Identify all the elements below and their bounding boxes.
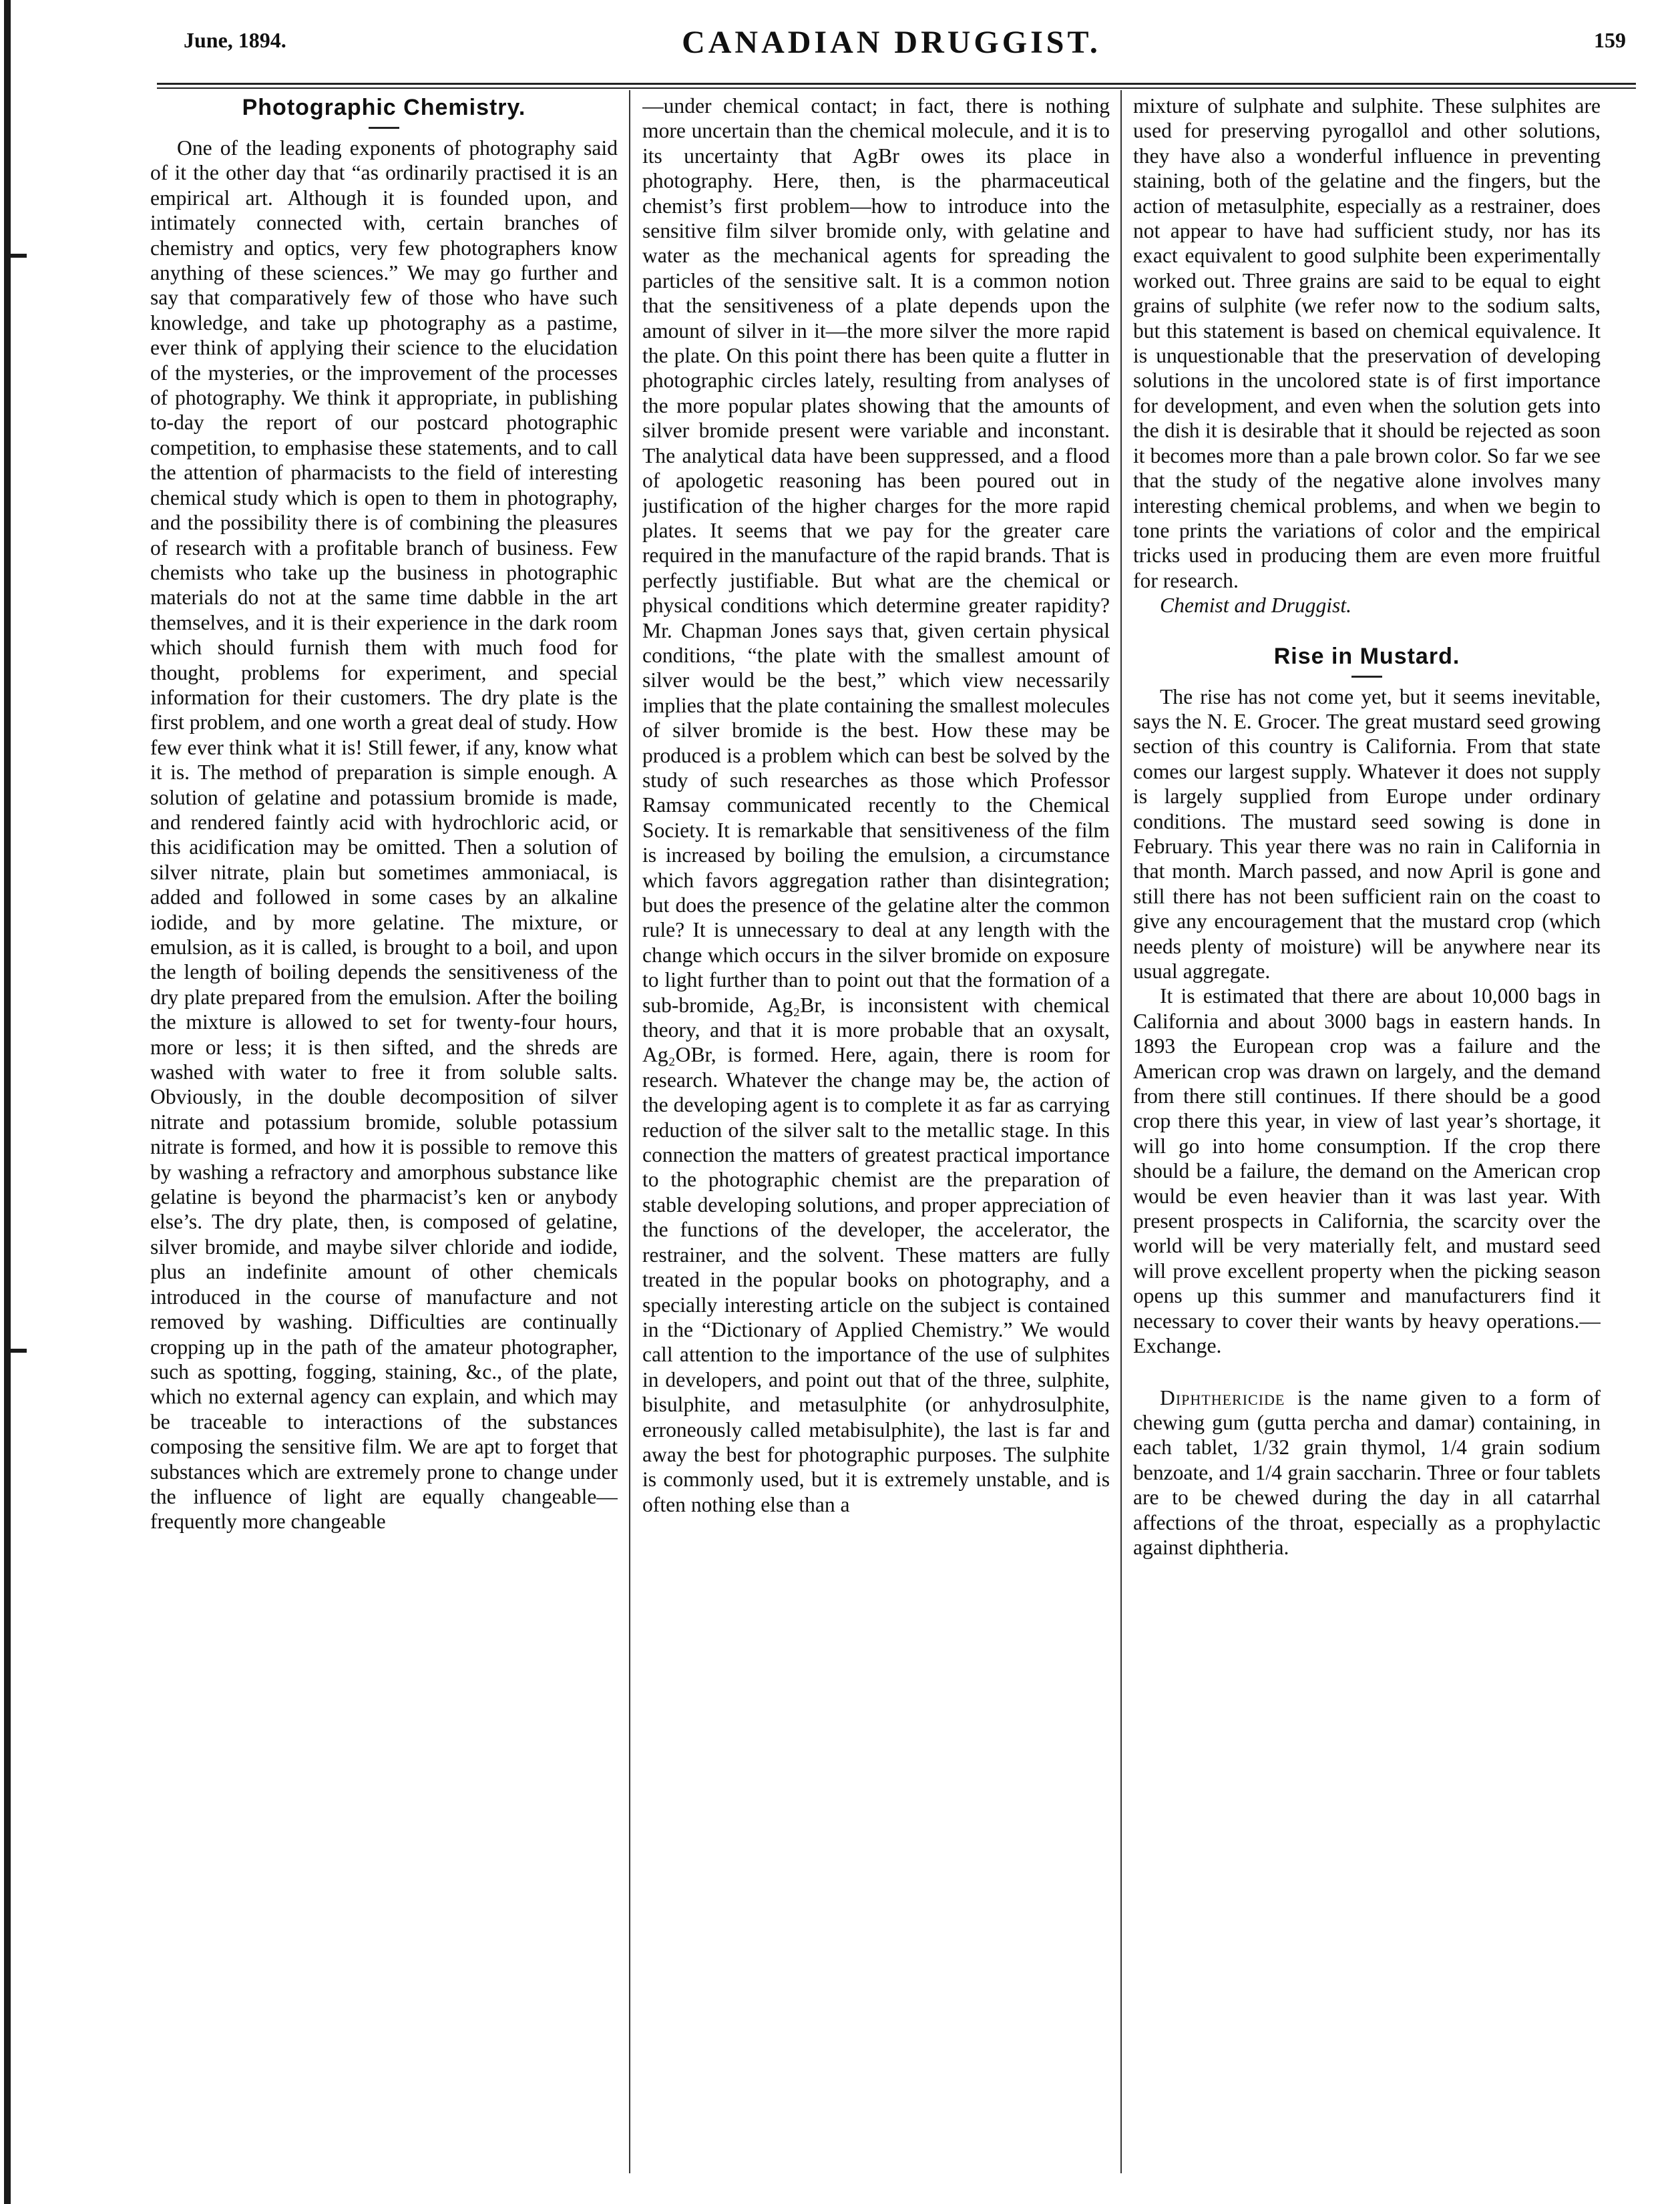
- article-body: —under chemical contact; in fact, there is nothing more uncertain than the chemical molecule, and it is to its uncertainty that AgBr owes its place in photography. Here, then, is the pharmaceutical chemist’s first problem—how to introduce into the sensitive film silver bromide only, with gelatine and water as the mechanical agents for spreading the particles of the sensitive salt. It is a common notion that the sensitiveness of a plate depends upon the amount of silver in it—the more silver the more rapid the plate. On this point there has been quite a flutter in photographic circles lately, resulting from analyses of the more popular plates showing that the amounts of silver bromide present were variable and inconstant. The analytical data have been suppressed, and a flood of apologetic reasoning has been poured out in justification of the higher charges for the more rapid plates. It seems that we pay for the greater care required in the manufacture of the rapid brands. That is perfectly justifiable. But what are the chemical or physical conditions which determine greater rapidity? Mr. Chapman Jones says that, given certain physical conditions, “the plate with the smallest amount of silver would be the best,” which view necessarily implies that the plate containing the smallest molecules of silver bromide is the best. How these may be produced is a problem which can best be solved by the study of such researches as those which Professor Ramsay communicated recently to the Chemical Society. It is remarkable that sensitiveness of the film is increased by boiling the emulsion, a circumstance which favors aggregation rather than disintegration; but does the presence of the gelatine alter the common rule? It is unnecessary to deal at any length with the change which occurs in the silver bromide on exposure to light further than to point out that the formation of a sub-bromide, Ag₂Br, is inconsistent with chemical theory, and that it is more probable that an oxysalt, Ag₂OBr, is formed. Here, again, there is room for research. Whatever the change may be, the action of the developing agent is to complete it as far as carrying reduction of the silver salt to the metallic stage. In this connection the matters of greatest practical importance to the photographic chemist are the preparation of stable developing solutions, and proper appreciation of the functions of the developer, the accelerator, the restrainer, and the solvent. These matters are fully treated in the popular books on photography, and a specially interesting article on the subject is contained in the “Dictionary of Applied Chemistry.” We would call attention to the importance of the use of sulphites in developers, and point out that of the three, sulphite, bisulphite, and metasulphite (or anhydrosulphite, erroneously called metabisulphite), the last is far and away the best for photographic purposes. The sulphite is commonly used, but it is extremely unstable, and is often nothing else than a: [642, 94, 1110, 1516]
- title-dash: [369, 127, 399, 129]
- column-2: [642, 93, 1110, 2177]
- column-divider: [1120, 90, 1122, 2173]
- article-body: One of the leading exponents of photography said of it the other day that “as ordinarily practised it is an empirical art. Although it is founded upon, and intimately connected with, certain branches of chemistry and optics, very few photographers know anything of these sciences.” We may go further and say that comparatively few of those who have such knowledge, and take up photography as a pastime, ever think of applying their science to the elucidation of the mysteries, or the improvement of the processes of photography. We think it appropriate, in publishing to-day the report of our postcard photographic competition, to emphasise these statements, and to call the attention of pharmacists to the field of interesting chemical study which is open to them in photography, and the possibility there is of combining the pleasures of research with a profitable branch of business. Few chemists who take up the business in photographic materials do not at the same time dabble in the art themselves, and it is their experience in the dark room which should furnish them with much food for thought, problems for experiment, and special information for their customers. The dry plate is the first problem, and one worth a great deal of study. How few ever think what it is! Still fewer, if any, know what it is. The method of preparation is simple enough. A solution of gelatine and potassium bromide is made, and rendered faintly acid with hydrochloric acid, or this acidification may be omitted. Then a solution of silver nitrate, plain but sometimes ammoniacal, is added and followed in some cases by an alkaline iodide, and by more gelatine. The mixture, or emulsion, as it is called, is brought to a boil, and upon the length of boiling depends the sensitiveness of the dry plate prepared from the emulsion. After the boiling the mixture is allowed to set for twenty-four hours, more or less; it is then sifted, and the shreds are washed with water to free it from soluble salts. Obviously, in the double decomposition of silver nitrate and potassium bromide, soluble potassium nitrate is formed, and how it is possible to remove this by washing a refractory and amorphous substance like gelatine is beyond the pharmacist’s ken or anybody else’s. The dry plate, then, is composed of gelatine, silver bromide, and maybe silver chloride and iodide, plus an indefinite amount of other chemicals introduced in the course of manufacture and not removed by washing. Difficulties are continually cropping up in the path of the amateur photographer, such as spotting, fogging, staining, &c., of the plate, which no external agency can explain, and which may be traceable to interactions of the substances composing the sensitive film. We are apt to forget that substances which are extremely prone to change under the influence of light are equally changeable—frequently more changeable: [150, 136, 618, 1534]
- article-title-rise-in-mustard: Rise in Mustard.: [1273, 643, 1460, 669]
- column-1: [150, 93, 618, 2177]
- page-number: 159: [1594, 28, 1626, 52]
- binding-mark: [8, 1349, 27, 1353]
- article-paragraph: The rise has not come yet, but it seems inevitable, says the N. E. Grocer. The great mustard seed growing section of this country is California. From that state comes our largest supply. Whatever it does not supply is largely supplied from Europe under ordinary conditions. The mustard seed sowing is done in February. This year there was no rain in California in that month. March passed, and now April is gone and still there has not been sufficient rain on the coast to give any encouragement that the mustard crop (which needs plenty of moisture) will be anywhere near its usual aggregate.: [1133, 684, 1601, 983]
- title-dash: [1351, 676, 1382, 678]
- journal-title: CANADIAN DRUGGIST.: [682, 25, 1101, 60]
- column-divider: [629, 90, 630, 2173]
- article-body: mixture of sulphate and sulphite. These sulphites are used for preserving pyrogallol and other solutions, they have also a wonderful influence in preventing staining, both of the gelatine and the fingers, but the action of metasulphite, especially as a restrainer, does not appear to have had sufficient study, nor has its exact equivalent to good sulphite been experimentally worked out. Three grains are said to be equal to eight grains of sulphite (we refer now to the sodium salts, but this statement is based on chemical equivalence. It is unquestionable that the preservation of developing solutions in the uncolored state is of first importance for development, and even when the solution gets into the dish it is desirable that it should be rejected as soon it becomes more than a pale brown color. So far we see that the study of the negative alone involves many interesting chemical problems, and when we begin to tone prints the variations of color and the empirical tricks used in producing them are even more fruitful for research.: [1133, 94, 1601, 592]
- issue-date: June, 1894.: [184, 28, 286, 52]
- note-lead: Diphthericide: [1160, 1385, 1285, 1409]
- header-rule: [157, 83, 1636, 89]
- article-source: Chemist and Druggist.: [1160, 594, 1351, 618]
- binding-mark: [8, 254, 27, 258]
- page-binding-edge: [4, 0, 11, 2204]
- diphthericide-note: [1133, 1385, 1601, 1560]
- article-paragraph: It is estimated that there are about 10,000 bags in California and about 3000 bags in eastern hands. In 1893 the European crop was a failure and the American crop was drawn on largely, and the demand from there still continues. If there should be a good crop there this year, in view of last year’s shortage, it will go into home consumption. If the crop there should be a failure, the demand on the American crop would be even heavier than it was last year. With present prospects in California, the scarcity over the world will be very materially felt, and mustard seed will prove excellent property when the picking season opens up this summer and manufacturers find it necessary to cover their wants by heavy operations.—Exchange.: [1133, 984, 1601, 1358]
- article-title-photographic-chemistry: Photographic Chemistry.: [242, 95, 526, 120]
- note-text: is the name given to a form of chewing gum (gutta percha and damar) containing, in each tablet, 1/32 grain thymol, 1/4 grain sodium benzoate, and 1/4 grain saccharin. Three or four tablets are to be chewed during the day in all catarrhal affections of the throat, especially as a prophylactic against diphtheria.: [1133, 1385, 1601, 1559]
- page-header: [157, 25, 1626, 63]
- column-3: [1133, 93, 1601, 2177]
